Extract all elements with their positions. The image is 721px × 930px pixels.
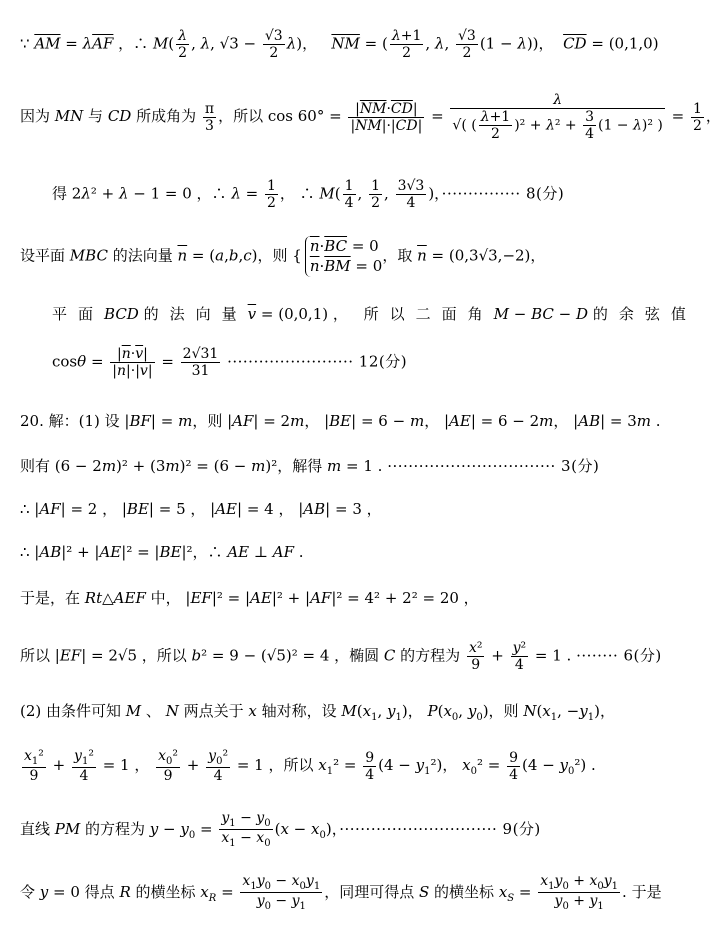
equation-line-7: 20. 解：(1) 设 |BF| = m，则 |AF| = 2m， |BE| = 6 − m， |AE| = 6 − 2m， |AB| = 3m . <box>20 412 661 430</box>
equation-line-16: 令 y = 0 得点 R 的横坐标 $x_R$ = $\frac{x_1y_0 - x_0y_1}{y_0 - y_1}$ ，同理可得点 S 的横坐标 $x_S$ = $\frac{x_1y_0 + x_0y_1}{y_0 + y_1}$ . 于是 <box>20 873 662 913</box>
equation-line-9: ∴ |AF| = 2 ， |BE| = 5 ， |AE| = 4 ， |AB| = 3 ， <box>20 500 382 518</box>
equation-line-3: 得 2λ² + λ − 1 = 0 ，∴ λ = $\frac{1}{2}$ ， ∴ M( $\frac{1}{4}$ , $\frac{1}{2}$ , $\frac{3√3}{4}$ )，··············· 8(分) <box>52 178 565 212</box>
equation-line-14: $\frac{x_1^2}{9}$ + $\frac{y_1^2}{4}$ = 1 ， $\frac{x_0^2}{9}$ + $\frac{y_0^2}{4}$ = 1 ，所以 $x_1^2$ = $\frac{9}{4}$ $(4 - y_1^2)$， $x_0^2$ = $\frac{9}{4}$ $(4 - y_0^2)$ . <box>24 748 596 785</box>
equation-line-2: 因为 MN 与 CD 所成角为 $\frac{\pi}{3}$ ，所以 cos 60° = $\frac{|\overline{NM}\cdot\overline{CD}|}{|\overline{NM}|\cdot|\overline{CD}|}$ = λ √( ( $\frac{\lambda+1}{2}$ )² + λ² + $\frac{3}{4}$ (1 − λ)² ) = $\frac{1}{2}$ ， <box>20 92 721 143</box>
equation-line-6: cosθ = $\frac{|\overline{n}\cdot\overline{v}|}{|\overline{n}|\cdot|\overline{v}|}$ = $\frac{2√31}{31}$ ························ 12(分) <box>52 346 408 380</box>
equation-line-5: 平面BCD 的法向量$\overline{v} = (0,0,1)$ ， 所以二面角M − BC − D 的余弦值 <box>52 305 697 323</box>
equation-line-1: ∵ $\overline{AM} = \lambda\overline{AF}$ ，∴ M( $\frac{\lambda}{2}$ , λ, √3 − $\frac{√3}{2}$ λ)， $\overline{NM}$ = ( $\frac{\lambda+1}{2}$ , λ, $\frac{√3}{2}$ (1 − λ))， $\overline{CD} = (0,1,0)$ <box>20 28 659 62</box>
equation-line-8: 则有 (6 − 2m)² + (3m)² = (6 − m)²，解得 m = 1 . ································ 3(分) <box>20 457 600 475</box>
equation-line-15: 直线 PM 的方程为 $y - y_0$ = $\frac{y_1 - y_0}{x_1 - x_0}$ $(x - x_0)$，······························ 9(分) <box>20 810 541 850</box>
equation-line-12: 所以 |EF| = 2√5 ，所以 b² = 9 − (√5)² = 4 ，椭圆 C 的方程为 $\frac{\text{x²}}{9}$ + $\frac{\text{y²}}{4}$ = 1 . ········ 6(分) <box>20 640 662 674</box>
equation-line-4: 设平面 MBC 的法向量 $\overline{n} = (a,b,c)$，则 {$\overline{n}\cdot\overline{BC} = 0$ $\overline{n}\cdot\overline{BM} = 0$，取 $\overline{n} = (0,3√3,-2)$， <box>20 237 546 276</box>
equation-line-13: (2) 由条件可知 M 、 N 两点关于 x 轴对称，设 $M(x_1$, $y_1$)， $P(x_0$, $y_0$)，则 $N(x_1$, $-y_1$)， <box>20 702 615 723</box>
equation-line-10: ∴ |AB|² + |AE|² = |BE|²，∴ AE ⊥ AF . <box>20 543 304 561</box>
equation-line-11: 于是，在 Rt△AEF 中， |EF|² = |AE|² + |AF|² = 4² + 2² = 20 ， <box>20 589 479 607</box>
